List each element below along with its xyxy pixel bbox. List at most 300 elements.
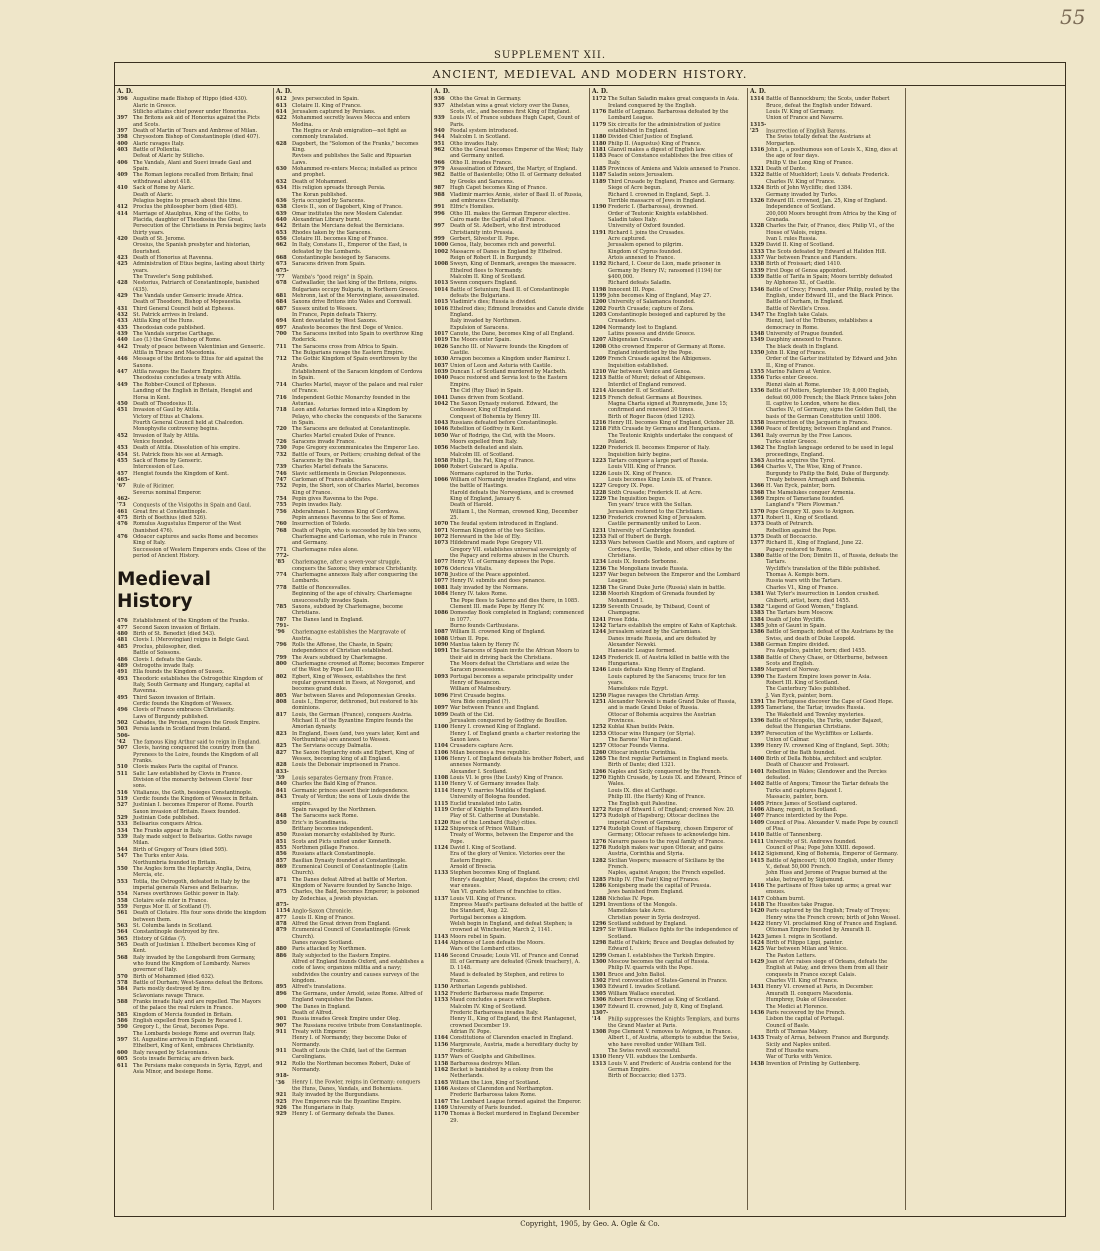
timeline-entry [115,496,267,509]
entry-text: Odoacer captures and sacks Rome and becomes King of Italy. [133,534,258,547]
entry-text: First Crusade begins. [450,692,506,699]
entry-year: 428 [117,280,128,287]
entry-text: Beginning of the age of chivalry. Charlemagne unsuccessfully invades Spain. [292,591,412,604]
entry-year: 477 [117,624,128,631]
entry-text: Louis II. King of France. [292,914,355,921]
entry-year: 996 [434,210,445,217]
entry-year: 613 [276,102,287,109]
entry-text: Brittany becomes independent. [292,825,373,832]
entry-text: The Barons' War in England. [608,737,683,744]
entry-year: 1220 [592,445,607,452]
entry-year: 877 [276,914,287,921]
entry-text: Death of Justinian I. Ethelbert becomes King of Kent. [133,941,256,955]
entry-text: Moorish Kingdom of Grenada founded by Mohammed I. [608,591,715,604]
entry-text: Robert Guiscard is Apulia. [450,464,519,471]
timeline-entry [748,318,900,331]
entry-text: Athelstan wins a great victory over the Danes, Scots, etc., and becomes first King of England. [450,102,571,116]
entry-text: David I. King of Scotland. [450,844,517,851]
entry-year: 886 [276,952,287,959]
entry-text: Pepin, the Short, son of Charles Martel, becomes King of France. [292,483,420,496]
entry-text: Russians attack Constantinople. [292,851,376,858]
entry-text: Battle of Crecy; French, under Philip, routed by the English, under Edward III., and the Black Prince. [766,286,900,299]
entry-year: 730 [276,445,287,452]
entry-year: 396 [117,96,128,103]
entry-text: Louis VIII. King of France. [608,464,677,471]
entry-text: Proclus the philosopher born (died 485). [133,204,238,211]
entry-text: Louis, the German (France), conquers Austria. [292,711,413,718]
entry-year: 486 [117,656,128,663]
entry-year: 1424 [750,940,765,947]
entry-year: 1402 [750,781,765,788]
entry-year: 397 [117,115,128,122]
entry-year: 1218 [592,426,607,433]
entry-text: The Russians receive tribute from Constantinople. [292,1022,423,1029]
entry-year: 614 [276,109,287,116]
timeline-entry [432,103,584,116]
entry-text: Louis IX. founds Sorbonne. [608,559,678,566]
entry-text: Cobham burnt. [766,895,805,902]
entry-text: Henry VI. of Germany deposes the Pope. [450,559,555,566]
entry-text: Margravate, Austria, made a hereditary duchy by Frederic. [450,1041,578,1054]
entry-year: 907 [276,1022,287,1029]
timeline-entry [748,883,900,896]
timeline-entry [432,401,584,414]
entry-text: Mohammed re-enters Mecca; installed as prince and prophet. [292,166,418,179]
entry-year: 1326 [750,197,765,204]
timeline-entry [274,642,426,655]
entry-year: 450 [117,400,128,407]
entry-text: Latins possess and divide Greece. [608,331,696,338]
entry-text: Odericus Vitalis. [450,565,493,572]
entry-text: Third Saxon invasion of Britain. [133,694,216,701]
entry-text: The Danes land in England. [292,616,364,623]
entry-text: Treaty between Armagh and Bohemia. [766,476,866,483]
entry-text: Conquests of the Visigoths in Spain and Gaul. [133,502,252,509]
entry-year: 1242 [592,622,607,629]
entry-year: 588 [117,999,128,1006]
entry-text: War between Venice and Genoa. [608,369,692,376]
entry-year: 1366 [750,483,765,490]
entry-text: The Hegira or Arab emigration—not fight as commonly translated. [292,128,407,141]
entry-text: Death of Pepin, who is succeeded by his two sons, Charlemagne and Carloman, who rule in France and Germany. [292,527,422,547]
timeline-entry [274,604,426,617]
entry-year: 982 [434,172,445,179]
timeline-entry [274,553,426,572]
entry-text: Henry VII. subdues the Lombards. [608,1054,698,1061]
entry-year: 1431 [750,984,765,991]
entry-year: 1382 [750,603,765,610]
entry-year: 476 [117,618,128,625]
entry-year: 1207 [592,337,607,344]
entry-text: Edward III. crowned, Jan. 25, King of England. [766,197,888,204]
entry-text: Clovis of France embraces Christianity. [133,707,235,714]
entry-text: Margaret of Norway. [766,667,820,674]
entry-text: Order of the Garter instituted by Edward and John II., King of France. [766,356,897,369]
entry-text: Ten years' truce with the Sultan. [608,502,693,509]
entry-year: 880 [276,946,287,953]
entry-year: 1339 [750,273,765,280]
entry-text: Play of St. Catherine at Dunstable. [450,813,540,820]
entry-text: Pope Clement V. removes to Avignon, in France. [608,1028,733,1035]
entry-year: 642 [276,223,287,230]
entry-year: 507 [117,745,128,752]
entry-year: 1143 [434,933,449,940]
timeline-entry [274,1048,426,1061]
entry-year: 1337 [750,254,765,261]
entry-year: 1307 [592,1003,607,1010]
entry-year: 561 [117,910,128,917]
entry-year: 1278 [592,844,607,851]
entry-year: 476 [117,521,128,528]
timeline-entry [748,870,900,883]
entry-text: Battle of Tannenberg. [766,832,823,839]
entry-year: 634 [276,185,287,192]
entry-text: Rise of the Lombard (Italy) cities. [450,819,537,826]
entry-text: Saracens driven from Spain. [292,261,366,268]
ad-heading: A. D. [750,88,766,95]
entry-text: Henry IV. crowned King of England, Sept. 30th; Order of the Bath founded. [766,743,890,756]
entry-text: John Huss and Jerome of Prague burned at the stake, betrayed by Sigismund. [766,870,887,883]
entry-year: 1302 [592,978,607,985]
entry-text: In Italy, Constans II., Emperor of the East, is defeated by the Lombards. [292,242,408,255]
entry-year: 1350 [750,350,765,357]
entry-year: 1436 [750,1009,765,1016]
timeline-entry [432,972,584,985]
timeline-entry [274,483,426,496]
entry-text: Birth of Thomas Malory. [766,1028,829,1035]
entry-year: 1265 [592,756,607,763]
entry-text: The Avars subdued by Charlemagne. [292,654,388,661]
entry-text: William of Normandy invades England, and wins the battle of Hastings. [450,476,576,490]
entry-text: French Crusade against the Albigenses. [608,356,712,363]
entry-text: French defeat Germans at Bouvines. [608,394,703,401]
entry-text: Tartars conquer a large part of Russia. [608,457,709,464]
entry-text: Artois annexed to France. [608,254,675,261]
entry-text: The first regular Parliament in England meets. [608,756,729,763]
timeline-entry [115,676,267,695]
entry-text: The English language ordered to be used in legal proceedings, England. [766,445,894,458]
entry-year: 1253 [592,730,607,737]
entry-text: End of Hussite wars. [766,1047,820,1054]
entry-text: Constantinople destroyed by fire. [133,929,220,936]
entry-year: 1299 [592,952,607,959]
entry-year: 825 [276,743,287,750]
entry-year: 939 [434,115,445,122]
entry-text: Charlemagne rules alone. [292,546,359,553]
entry-text: Dagobert, the "Solomon of the Franks," becomes King. [292,140,419,154]
entry-year: 451 [117,407,128,414]
entry-text: Russians defeated before Constantinople. [450,419,558,426]
entry-text: Pepin annexes Ravenna to the See of Rome. [292,515,406,522]
timeline-entry [115,942,267,955]
entry-year: 1418 [750,902,765,908]
entry-text: Great fire at Constantinople. [133,508,208,515]
entry-year: 1397 [750,730,765,737]
entry-text: Abderahman I. becomes King of Cordova. [292,508,400,515]
entry-text: The Mamelukes conquer Armenia. [766,489,855,496]
entry-text: Union of France and Navarre. [766,115,844,122]
entry-year: 1152 [434,990,449,997]
entry-year: 1245 [592,654,607,661]
entry-year: 406 [117,159,128,166]
entry-text: Independence of Scotland. [766,204,836,211]
entry-text: The Mongolians invade Russia. [608,565,689,572]
entry-text: The Germans, under Arnold, seize Rome. Alfred of England vanquishes the Danes. [292,990,423,1004]
timeline-entry [274,769,426,782]
entry-year: 1324 [750,185,765,192]
entry-year: 1084 [434,591,449,598]
ad-heading: A. D. [592,88,608,95]
entry-text: Pepin gives Ravenna to the Pope. [292,496,378,502]
entry-year: 1407 [750,813,765,820]
entry-text: Jerusalem opened to pilgrim. [608,242,684,249]
entry-year: 1322 [750,172,765,179]
entry-text: Charles the Fair, of France, dies; Philip VI., of the House of Valois, reigns. [766,223,895,236]
timeline-entry [432,1042,584,1055]
entry-text: Alfred the Great driven from England. [292,921,391,928]
entry-text: Henry III. becomes King of England, October 28. [608,419,735,426]
entry-year: 1164 [434,1035,449,1042]
entry-text: Fergus Mor II. of Scotland (?). [133,903,212,910]
entry-year: 638 [276,204,287,211]
entry-text: Empress Maud's partisans defeated at the battle of the Standard, Aug. 22. [450,902,583,915]
entry-text: Message of the Britons to Etius for aid against the Saxons. [133,356,264,369]
entry-text: Louis IV. King of Germany. [766,109,835,116]
entry-year: 1288 [592,895,607,902]
entry-text: Charles Martel, mayor of the palace and real ruler of France. [292,381,423,395]
timeline-entry [432,509,584,522]
entry-text: Danes invade Russia, and are defeated by Alexander Newski. [608,635,717,648]
entry-text: Basilian Dynasty founded at Constantinople. [292,857,407,864]
entry-text: Otho crowned Emperor of Germany at Rome. [608,343,726,350]
entry-year: 726 [276,438,287,445]
entry-year: 1303 [592,984,607,991]
entry-text: Marino Faliero at Venice. [766,369,832,376]
entry-text: Rudolph makes war upon Ottocar, and gains Austria, Corinthia and Styria. [608,844,723,858]
entry-text: The Danes defeat Alfred at battle of Merton. [292,876,407,883]
entry-text: Alaric ravages Italy. [133,140,185,147]
entry-year: 760 [276,521,287,528]
entry-year: 554 [117,891,128,898]
entry-year: 1087 [434,629,449,636]
entry-text: Fall of Hubert de Burgh. [608,534,672,541]
entry-year: 1002 [434,248,449,255]
entry-year: 712 [276,356,287,363]
entry-year: 911 [276,1047,287,1054]
entry-year: 840 [276,781,287,788]
entry-text: Kublai Khan builds Pekin. [608,724,675,731]
entry-text: Humphrey, Duke of Gloucester. [766,997,847,1004]
entry-text: Hildebrand made Pope Gregory VII. [450,540,543,547]
entry-year: 1110 [434,781,449,788]
entry-year: 440 [117,337,128,344]
entry-text: Peace restored and Servia lost to the Eastern Empire. [450,375,568,388]
entry-year: 756 [276,508,287,515]
entry-year: 1307-'14 [592,1009,609,1023]
timeline-entry [748,908,900,921]
timeline-entry [590,1004,742,1010]
entry-text: Charlemagne annexes Italy after conquering the Lombards. [292,572,418,585]
entry-text: Battle of Falkirk; Bruce and Douglas defeated by Edward I. [608,940,735,953]
entry-text: Henry VI. proclaimed King of France and England. [766,921,898,928]
timeline-entry [274,591,426,604]
entry-year: 510 [117,764,128,771]
entry-text: Malcolm III. of Scotland. [450,451,515,458]
entry-text: Death of Theodore, Bishop of Mopsuestia. [133,299,242,306]
entry-text: Birth of Dante; died 1321. [608,762,676,769]
entry-text: Sicily and Naples united. [766,1041,831,1048]
entry-text: Reign of Edward I. of England; crowned Nov. 20. [608,806,735,813]
entry-text: Henry IV. submits and does penance. [450,578,546,585]
entry-year: 511 [117,770,128,777]
timeline-entry [274,356,426,369]
entry-text: Wycliffe's translation of the Bible published. [766,565,881,572]
timeline-entry [274,128,426,141]
entry-year: 1046 [434,426,449,433]
entry-year: 628 [276,140,287,147]
entry-year: 997 [434,223,445,230]
entry-text: Order of Knights Templars founded. [450,806,544,813]
entry-text: Hereward in the Isle of Ely. [450,534,521,541]
entry-text: John of Gaunt in Spain. [766,622,827,629]
entry-year: 1286 [592,882,607,889]
entry-year: 636 [276,197,287,204]
entry-year: 1091 [434,648,449,655]
entry-text: Robert III. King of Scotland. [766,679,840,686]
entry-text: Battle of Muehldorf; Louis V. defeats Frederick. [766,172,890,179]
entry-text: Otho III. makes the German Emperor elective. [450,210,570,217]
entry-text: Feodal system introduced. [450,128,519,135]
entry-year: 563 [117,922,128,929]
entry-text: Maud is defeated by Stephen, and retires to France. [450,971,564,985]
entry-text: Rienzi, last of the Tribunes, establishes a democracy in Rome. [766,318,873,331]
entry-year: 570 [117,973,128,980]
entry-text: Alfred of England founds Oxford, and establishes a code of laws; organizes militia and a navy; subdivides the country and causes surveys of the kingdom. [292,959,424,985]
entry-year: 1153 [434,997,449,1004]
entry-text: The Britons ask aid of Honorius against the Picts and Scots. [133,115,260,128]
entry-year: 1417 [750,895,765,902]
timeline-entry [432,375,584,388]
entry-text: Charles IV. King of France. [766,178,836,185]
entry-year: 1358 [750,419,765,426]
entry-year: 1208 [592,343,607,350]
entry-year: 936 [434,96,445,103]
entry-year: 739 [276,464,287,471]
entry-text: Frederic Barbarossa takes Rome. [450,1092,537,1099]
entry-text: Sigismund, King of Bohemia, Emperor of Germany. [766,851,898,858]
entry-year: 951 [434,140,445,147]
entry-text: Malcolm I. in Scotland. [450,134,510,141]
entry-text: Italy invaded by Northmen. [450,318,521,325]
entry-text: Henry's daughter, Maud, disputes the crown; civil war ensues. [450,876,580,889]
entry-text: Battle of Basientello; Otho II. of Germany defeated by Greeks and Saracens. [450,172,582,185]
entry-year: 1210 [592,369,607,376]
entry-text: The Persians make conquests in Syria, Egypt, and Asia Minor, and besiege Rome. [133,1062,263,1075]
entry-text: Inquisition established. [608,362,669,369]
entry-text: Russia invades Greek Empire under Oleg. [292,1016,401,1023]
timeline-entry [274,991,426,1004]
timeline-entry [274,141,426,154]
entry-year: 1297 [592,927,607,934]
entry-text: Henry II., King of England, the first Plantagenet, crowned December 19. [450,1016,577,1029]
timeline-entry [590,712,742,725]
entry-text: Richard I. joins the Crusades. [608,229,685,236]
entry-year: 778 [276,584,287,591]
entry-year: 1019 [434,337,449,344]
entry-text: The Tartars burn Moscow. [766,610,834,617]
entry-year: 558 [117,897,128,904]
entry-text: Sussex united to Wessex. [292,305,357,312]
entry-year: 1251 [592,699,607,705]
entry-text: In France, Pepin defeats Thierry. [292,312,377,319]
entry-text: Milan becomes a free republic. [450,749,531,756]
entry-text: Independent Gothic Monarchy founded in the Asturias. [292,394,411,407]
entry-year: 987 [434,185,445,192]
entry-year: 1396 [750,718,765,725]
timeline-entry [748,287,900,300]
timeline-entry [432,147,584,160]
timeline-entry [590,845,742,858]
entry-text: Richard I. crowned in England, Sept. 3. [608,191,711,198]
entry-year: 850 [276,832,287,839]
entry-text: Langland's "Piers Plowman." [766,502,841,509]
entry-text: Gregory VII. establishes universal sovereignty of the Papacy and reforms abuses in the Church. [450,546,577,560]
entry-year: 1043 [434,419,449,426]
entry-text: The Moors defeat the Christians and seize the Saracen possessions. [450,660,570,674]
entry-year: 802 [276,673,287,680]
entry-text: The Saracens cross from Africa to Spain. [292,343,398,350]
entry-year: 1369 [750,496,765,502]
entry-text: The feudal system introduced in England. [450,521,559,528]
entry-year: 787 [276,616,287,623]
entry-year: 827 [276,749,287,756]
timeline-entry [274,407,426,426]
timeline-entry [748,959,900,978]
entry-year: 896 [276,990,287,997]
entry-text: Clotaire II. King of France. [292,102,362,109]
timeline-entry [274,395,426,408]
entry-year: 1060 [434,464,449,471]
entry-text: Treaty of peace between Valentinian and Genseric. [133,343,265,350]
entry-text: Victory of Etius at Chalons. [133,413,204,420]
entry-text: Six circuits for the administration of justice established in England. [608,121,721,135]
entry-year: 1435 [750,1035,765,1042]
entry-text: First convocation of States-General in France. [608,978,728,985]
entry-text: Clovis II., son of Dagobert, King of France. [292,204,403,211]
timeline-entry [748,718,900,731]
ad-heading: A. D. [434,88,450,95]
timeline-entry [274,115,426,128]
entry-year: 1360 [750,426,765,433]
entry-text: Jerusalem restored to the Christians. [608,508,704,515]
entry-text: Jerusalem seized by the Carismians. [608,629,702,636]
entry-year: 547 [117,853,128,860]
entry-year: 823 [276,730,287,737]
entry-year: 1415 [750,857,765,864]
entry-text: Frederic Barbarossa made Emperor. [450,990,545,997]
entry-text: Wars of the Lombard cities. [450,946,522,953]
entry-text: The black death in England. [766,343,839,350]
entry-text: Ottoman Empire founded by Amurath II. [766,927,871,934]
entry-year: 425 [117,261,128,268]
entry-text: Normans captured in the Turks. [450,470,534,477]
timeline-entry [590,1035,742,1048]
entry-year: 1234 [592,559,607,566]
entry-text: War between France and England. [450,705,540,712]
entry-year: 1192 [592,261,607,268]
timeline-entry [432,648,584,661]
entry-text: Saladin seizes Jerusalem. [608,172,674,179]
